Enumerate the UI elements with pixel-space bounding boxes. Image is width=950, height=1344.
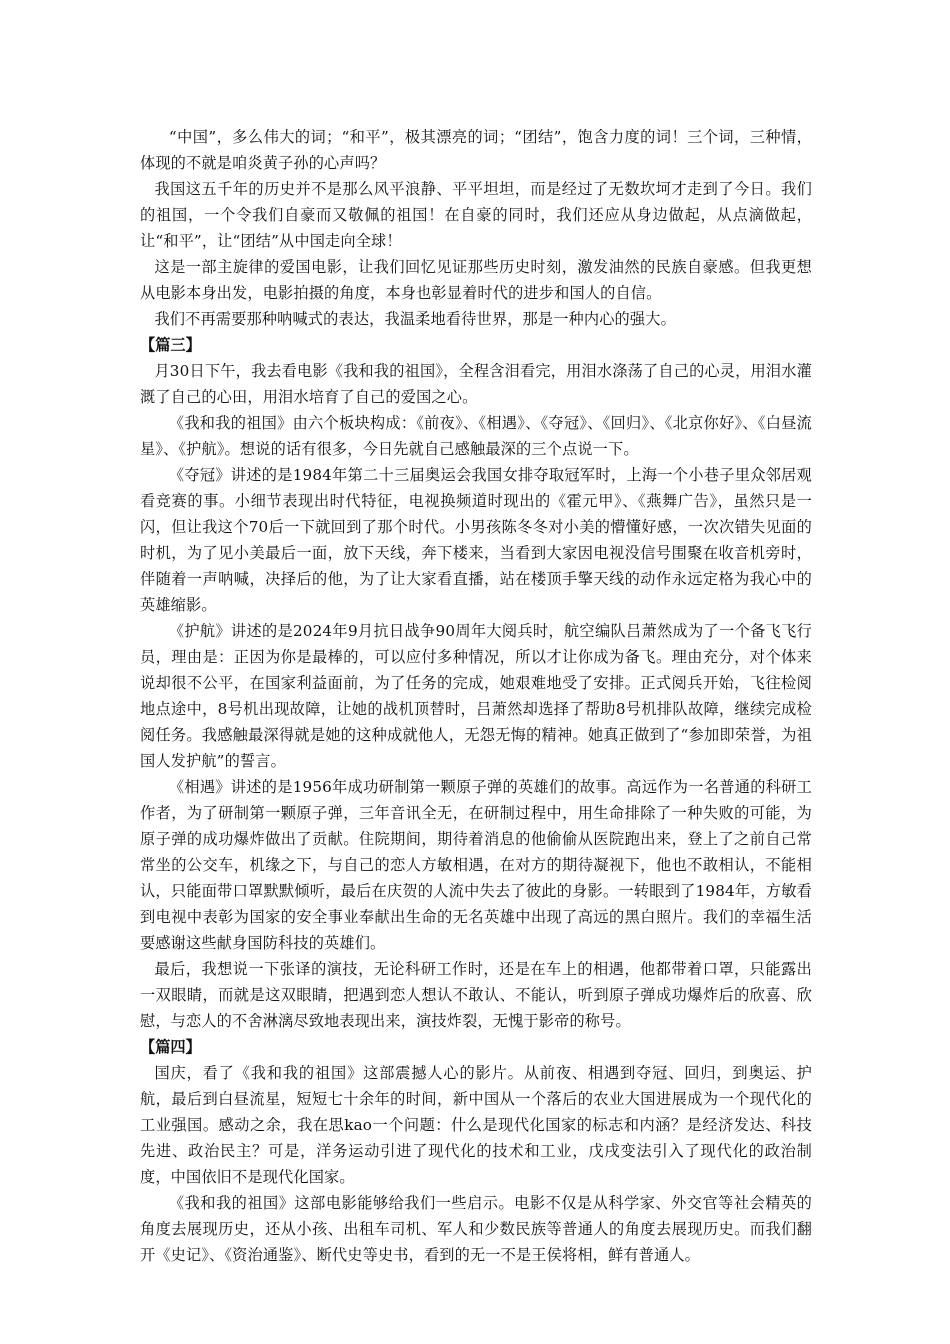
paragraph: 《相遇》讲述的是1956年成功研制第一颗原子弹的英雄们的故事。高远作为一名普通的科研工作者，为了研制第一颗原子弹，三年音讯全无，在研制过程中，用生命排除了一种失败的可能，为原子弹的成功爆炸做出了贡献。住院期间，期待着消息的他偷偷从医院跑出来，登上了之前自己常常坐的公交车，机缘之下，与自己的恋人方敏相遇，在对方的期待凝视下，他也不敢相认，不能相认，只能面带口罩默默倾听，最后在庆贺的人流中失去了彼此的身影。一转眼到了1984年，方敏看到电视中表彰为国家的安全事业奉献出生命的无名英雄中出现了高远的黑白照片。我们的幸福生活要感谢这些献身国防科技的英雄们。: [140, 778, 812, 952]
paragraph: 《夺冠》讲述的是1984年第二十三届奥运会我国女排夺取冠军时，上海一个小巷子里众邻居观看竞赛的事。小细节表现出时代特征，电视换频道时现出的《霍元甲》、《燕舞广告》，虽然只是一闪，但让我这个70后一下就回到了那个时代。小男孩陈冬冬对小美的懵懂好感，一次次错失见面的时机，为了见小美最后一面，放下天线，奔下楼来，当看到大家因电视没信号围聚在收音机旁时，伴随着一声呐喊，决择后的他，为了让大家看直播，站在楼顶手擎天线的动作永远定格为我心中的英雄缩影。: [140, 466, 812, 614]
paragraph: 《我和我的祖国》这部电影能够给我们一些启示。电影不仅是从科学家、外交官等社会精英的角度去展现历史，还从小孩、出租车司机、军人和少数民族等普通人的角度去展现历史。而我们翻开《史记》、《资治通鉴》、断代史等史书，看到的无一不是王侯将相，鲜有普通人。: [140, 1194, 812, 1264]
paragraph: 月30日下午，我去看电影《我和我的祖国》，全程含泪看完，用泪水涤荡了自己的心灵，用泪水灌溉了自己的心田，用泪水培育了自己的爱国之心。: [140, 362, 812, 406]
paragraph: 《护航》讲述的是2024年9月抗日战争90周年大阅兵时，航空编队吕萧然成为了一个备飞飞行员，理由是：正因为你是最棒的，可以应付多种情况，所以才让你成为备飞。理由充分，对个体来说却很不公平，在国家利益面前，为了任务的完成，她艰难地受了安排。正式阅兵开始，飞往检阅地点途中，8号机出现故障，让她的战机顶替时，吕萧然却选择了帮助8号机排队故障，继续完成检阅任务。我感触最深得就是她的这种成就他人，无怨无悔的精神。她真正做到了“参加即荣誉，为祖国人发护航”的誓言。: [140, 622, 812, 770]
paragraph: 我国这五千年的历史并不是那么风平浪静、平平坦坦，而是经过了无数坎坷才走到了今日。我们的祖国，一个令我们自豪而又敬佩的祖国！在自豪的同时，我们还应从身边做起，从点滴做起，让“和平”，让“团结”从中国走向全球！: [140, 180, 812, 250]
paragraph: 我们不再需要那种呐喊式的表达，我温柔地看待世界，那是一种内心的强大。: [154, 310, 676, 328]
section-heading: 【篇三】: [140, 336, 201, 354]
paragraph: 《我和我的祖国》由六个板块构成：《前夜》、《相遇》、《夺冠》、《回归》、《北京你好》、《白昼流星》、《护航》。想说的话有很多，今日先就自己感触最深的三个点说一下。: [140, 414, 812, 458]
section-heading: 【篇四】: [140, 1038, 201, 1056]
paragraph: 最后，我想说一下张译的演技，无论科研工作时，还是在车上的相遇，他都带着口罩，只能露出一双眼睛，而就是这双眼睛，把遇到恋人想认不敢认、不能认，听到原子弹成功爆炸后的欣喜、欣慰，与恋人的不舍淋漓尽致地表现出来，演技炸裂，无愧于影帝的称号。: [140, 960, 812, 1030]
document-page: [140, 124, 812, 1268]
paragraph: “中国”，多么伟大的词；“和平”，极其漂亮的词；“团结”，饱含力度的词！三个词，三种情，体现的不就是咱炎黄子孙的心声吗？: [140, 128, 812, 172]
paragraph: 这是一部主旋律的爱国电影，让我们回忆见证那些历史时刻，激发油然的民族自豪感。但我更想从电影本身出发，电影拍摄的角度，本身也彰显着时代的进步和国人的自信。: [140, 258, 812, 302]
paragraph: 国庆，看了《我和我的祖国》这部震撼人心的影片。从前夜、相遇到夺冠、回归，到奥运、护航，最后到白昼流星，短短七十余年的时间，新中国从一个落后的农业大国进展成为一个现代化的工业强国。感动之余，我在思kao一个问题：什么是现代化国家的标志和内涵？是经济发达、科技先进、政治民主？可是，洋务运动引进了现代化的技术和工业，戊戌变法引入了现代化的政治制度，中国依旧不是现代化国家。: [140, 1064, 812, 1186]
